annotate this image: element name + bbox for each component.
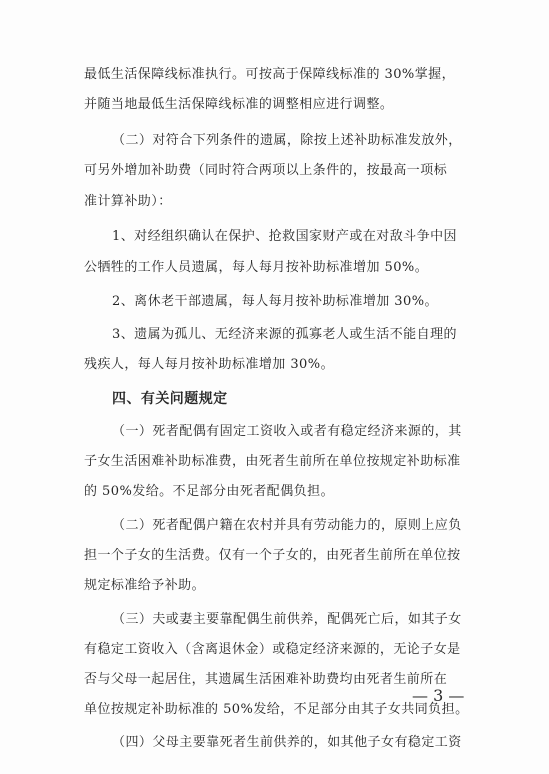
text-line: （一）死者配偶有固定工资收入或者有稳定经济来源的，其	[112, 424, 462, 439]
text-line: （三）夫或妻主要靠配偶生前供养，配偶死亡后，如其子女	[112, 612, 462, 627]
text-line: 规定标准给予补助。	[84, 578, 206, 593]
page-number: — 3 —	[412, 686, 465, 705]
text-line: 3、遗属为孤儿、无经济来源的孤寡老人或生活不能自理的	[112, 327, 457, 342]
text-line: 最低生活保障线标准执行。可按高于保障线标准的 30%掌握，	[84, 67, 456, 82]
text-line: 公牺牲的工作人员遗属，每人每月按补助标准增加 50%。	[84, 260, 429, 275]
text-line: 2、离休老干部遗属，每人每月按补助标准增加 30%。	[112, 294, 438, 309]
text-line: 单位按规定补助标准的 50%发给，不足部分由其子女共同负担。	[84, 702, 469, 717]
text-line: 有稳定工资收入（含离退休金）或稳定经济来源的，无论子女是	[84, 642, 461, 657]
section-heading: 四、有关问题规定	[112, 391, 228, 407]
text-line: （二）对符合下列条件的遗属，除按上述补助标准发放外，	[112, 133, 462, 148]
text-line: 并随当地最低生活保障线标准的调整相应进行调整。	[84, 97, 394, 112]
text-line: （四）父母主要靠死者生前供养的，如其他子女有稳定工资	[112, 735, 462, 750]
text-line: （二）死者配偶户籍在农村并具有劳动能力的，原则上应负	[112, 518, 462, 533]
text-line: 可另外增加补助费（同时符合两项以上条件的，按最高一项标	[84, 163, 448, 178]
text-line: 否与父母一起居住，其遗属生活困难补助费均由死者生前所在	[84, 672, 448, 687]
text-line: 准计算补助）：	[84, 194, 172, 209]
text-line: 的 50%发给。不足部分由死者配偶负担。	[84, 484, 335, 499]
text-line: 残疾人，每人每月按补助标准增加 30%。	[84, 357, 335, 372]
text-line: 子女生活困难补助标准费，由死者生前所在单位按规定补助标准	[84, 454, 461, 469]
text-line: 担一个子女的生活费。仅有一个子女的，由死者生前所在单位按	[84, 548, 461, 563]
text-line: 1、对经组织确认在保护、抢救国家财产或在对敌斗争中因	[112, 229, 457, 244]
